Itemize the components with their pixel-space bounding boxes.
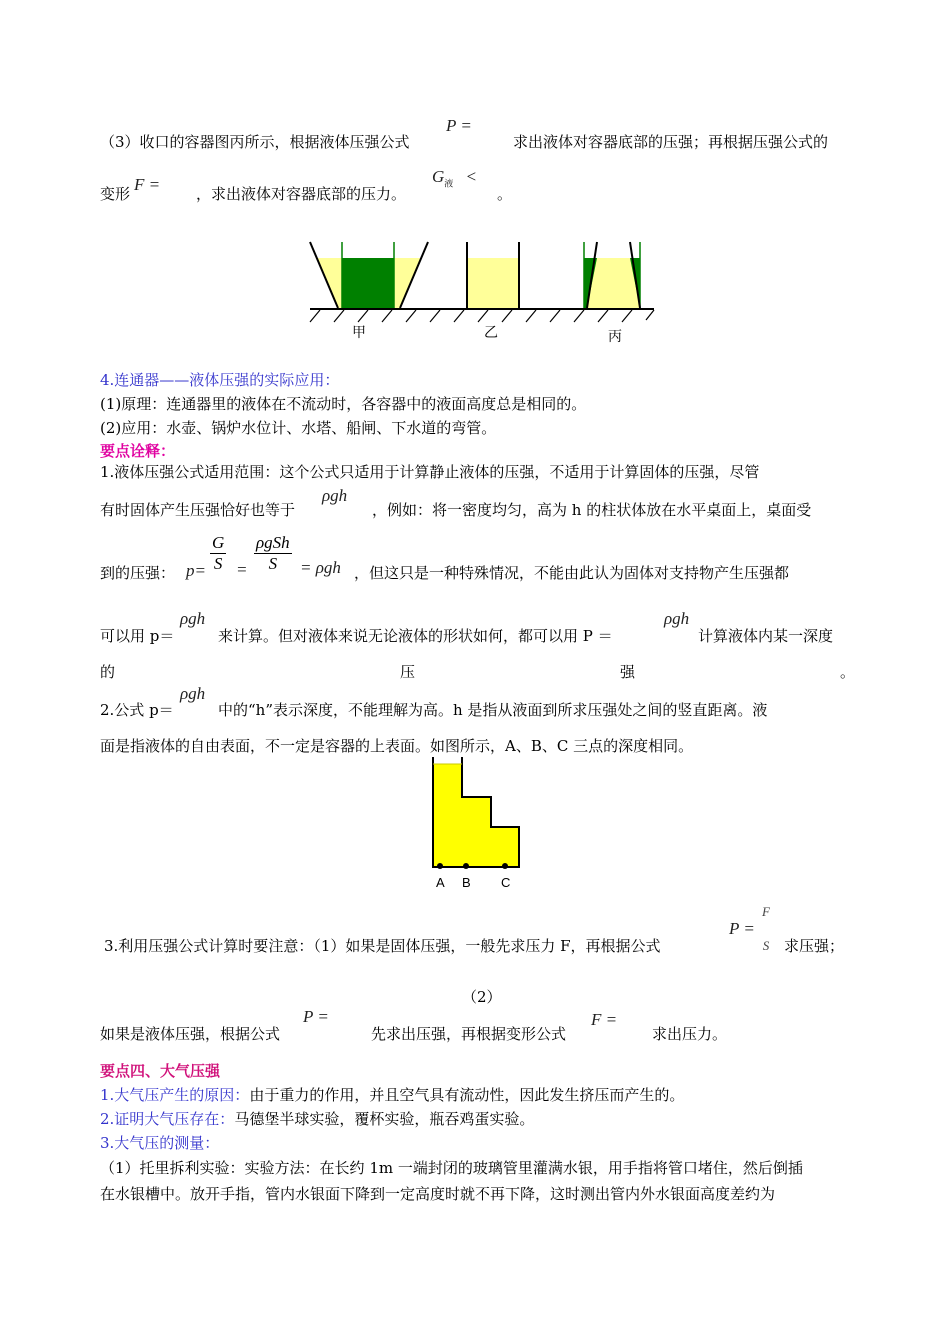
atmos-proof: 2.证明大气压存在：马德堡半球实验，覆杯实验，瓶吞鸡蛋实验。 — [100, 1110, 535, 1128]
note1-line3-b: ，但这只是一种特殊情况，不能由此认为固体对支持物产生压强都 — [354, 564, 790, 582]
note3-line3-c: 求出压力。 — [652, 1025, 728, 1043]
point-b — [463, 863, 469, 869]
section3-line2-a: 变形 — [100, 185, 131, 203]
section3-line2-c: 。 — [497, 185, 513, 203]
formula-g: $G_液$ < — [432, 167, 478, 189]
note3-formula-p2: P = — [303, 1007, 329, 1026]
atmos-measure-label: 3.大气压的测量： — [100, 1134, 220, 1152]
note1-line4-a: 可以用 p＝ — [100, 627, 175, 645]
ground-hatching — [310, 310, 654, 322]
label-jia: 甲 — [352, 325, 366, 341]
atmos-cause: 1.大气压产生的原因：由于重力的作用，并且空气具有流动性，因此发生挤压而产生的。 — [100, 1086, 685, 1104]
note1-line4-c: 计算液体内某一深度 — [698, 627, 834, 645]
note1-line3-a: 到的压强： — [100, 564, 176, 582]
label-a: A — [436, 875, 445, 890]
note2-line1-a: 2.公式 p＝ — [100, 701, 174, 719]
container-bing — [584, 242, 640, 308]
rho-gh-formula-2: ρgh — [180, 609, 206, 628]
stepped-container-figure — [426, 757, 526, 893]
connector-principle: (1)原理：连通器里的液体在不流动时，各容器中的液面高度总是相同的。 — [100, 395, 587, 413]
note1-line2-b: ，例如：将一密度均匀，高为 h 的柱状体放在水平桌面上，桌面受 — [372, 501, 812, 519]
rho-gh-formula-3: ρgh — [664, 609, 690, 628]
note2-line1-b: 中的“h”表示深度，不能理解为高。h 是指从液面到所求压强处之间的竖直距离。液 — [218, 701, 768, 719]
fraction-rhogsh-over-s: ρgSh S — [256, 533, 290, 573]
connector-application: (2)应用：水壶、锅炉水位计、水塔、船闸、下水道的弯管。 — [100, 419, 497, 437]
formula-f: F = — [134, 175, 161, 194]
point-a — [437, 863, 443, 869]
label-bing: 丙 — [608, 329, 622, 345]
formula-p: P = — [446, 116, 472, 135]
note3-line1-a: 3.利用压强公式计算时要注意：（1）如果是固体压强，一般先求压力 F，再根据公式 — [104, 937, 661, 955]
note3-line3-a: 如果是液体压强，根据公式 — [100, 1025, 281, 1043]
section3-line1-b: 求出液体对容器底部的压强；再根据压强公式的 — [513, 133, 829, 151]
containers-figure — [296, 238, 656, 348]
p-equals: p= — [186, 561, 206, 580]
label-b: B — [462, 875, 471, 890]
note3-line3-b: 先求出压强，再根据变形公式 — [371, 1025, 567, 1043]
note1-line5: 的 压 强 。 — [100, 663, 855, 681]
note3-formula-p: P = — [729, 919, 755, 938]
note3-line1-b: 求压强； — [784, 937, 845, 955]
point-c — [502, 863, 508, 869]
note2-line2: 面是指液体的自由表面，不一定是容器的上表面。如图所示，A、B、C 三点的深度相同。 — [100, 737, 694, 755]
equals-rho-gh: = ρgh — [300, 558, 341, 577]
container-yi — [467, 242, 519, 308]
section3-line1-a: （3）收口的容器图丙所示，根据液体压强公式 — [100, 133, 410, 151]
note1-line2-a: 有时固体产生压强恰好也等于 — [100, 501, 296, 519]
equals-sign: = — [236, 560, 248, 579]
atmos-heading: 要点四、大气压强 — [100, 1062, 221, 1080]
note3-formula-f: F = — [591, 1010, 618, 1029]
label-yi: 乙 — [484, 325, 498, 341]
notes-heading: 要点诠释： — [100, 442, 176, 460]
section3-line2-b: ，求出液体对容器底部的压力。 — [196, 185, 407, 203]
note3-fraction-f-over-s: F S — [762, 904, 770, 953]
torricelli-line2: 在水银槽中。放开手指，管内水银面下降到一定高度时就不再下降，这时测出管内外水银面高度差约为 — [100, 1185, 776, 1203]
fraction-g-over-s: $\frac{G}{S}$ — [212, 533, 225, 573]
note3-line2: （2） — [462, 988, 502, 1006]
note1-line1: 1.液体压强公式适用范围：这个公式只适用于计算静止液体的压强，不适用于计算固体的压强，尽管 — [100, 463, 760, 481]
rho-gh-formula-4: ρgh — [180, 684, 206, 703]
note1-line4-b: 来计算。但对液体来说无论液体的形状如何，都可以用 P ＝ — [218, 627, 613, 645]
label-c: C — [501, 875, 511, 890]
container-jia — [310, 242, 428, 308]
rho-gh-formula-1: ρgh — [322, 486, 348, 505]
torricelli-line1: （1）托里拆利实验：实验方法：在长约 1m 一端封闭的玻璃管里灌满水银，用手指将管口堵住，然后倒插 — [100, 1159, 803, 1177]
connector-title: 4.连通器——液体压强的实际应用： — [100, 371, 340, 389]
